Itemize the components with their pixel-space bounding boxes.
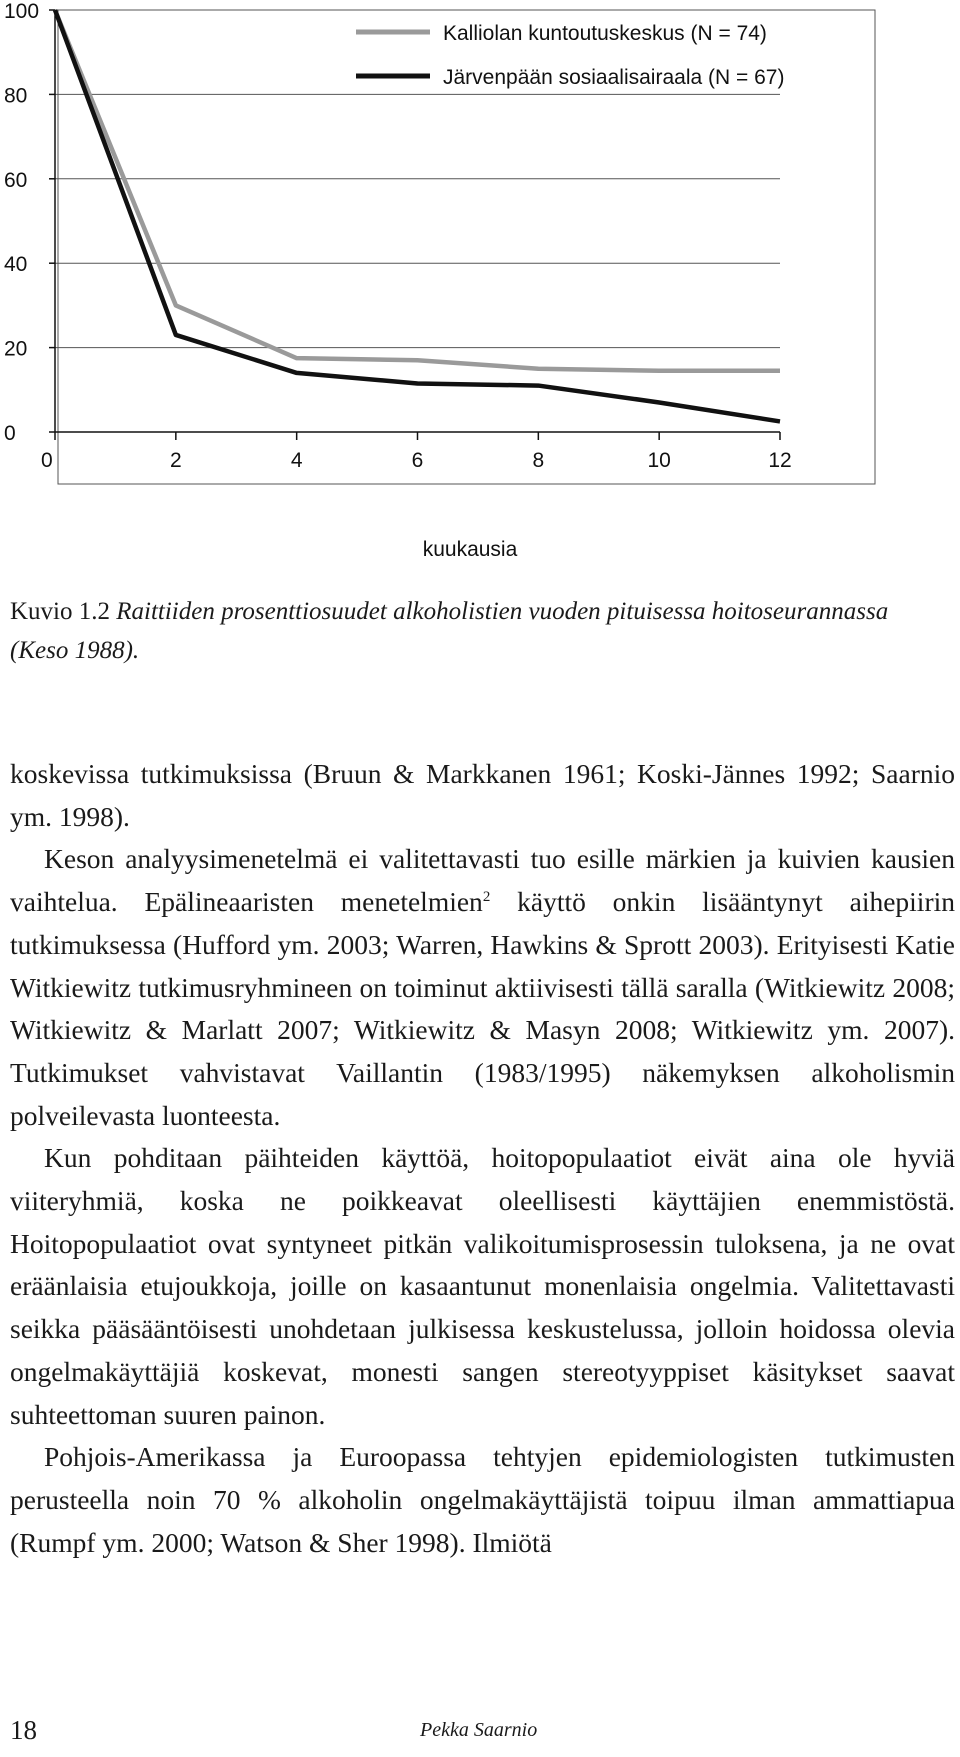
paragraph-1: koskevissa tutkimuksissa (Bruun & Markkanen 1961; Koski-Jännes 1992; Saarnio ym. 1998). xyxy=(10,758,955,832)
paragraph-2-part-a: Keson analyysimenetelmä ei valitettavasti tuo esille märkien ja kuivien kausien vaihtelua. Epälineaaristen menetelmien xyxy=(10,843,955,918)
body-text xyxy=(10,753,955,1564)
x-tick-label: 2 xyxy=(169,449,182,472)
x-tick-label: 8 xyxy=(532,449,545,472)
caption-text: Raittiiden prosenttiosuudet alkoholistien vuoden pituisessa hoitoseurannassa (Keso 1988). xyxy=(10,598,889,664)
caption-label: Kuvio 1.2 xyxy=(10,598,110,625)
legend-label-kalliola: Kalliolan kuntoutuskeskus (N = 74) xyxy=(443,22,767,45)
legend xyxy=(356,22,784,89)
y-tick-label: 60 xyxy=(4,168,28,192)
page-number: 18 xyxy=(10,1715,37,1745)
paragraph-2 xyxy=(10,838,955,1137)
x-tick-label: 6 xyxy=(411,449,424,472)
paragraph-4: Pohjois-Amerikassa ja Euroopassa tehtyjen epidemiologisten tutkimusten perusteella noin 70 % alkoholin ongelmakäyttäjistä toipuu ilman ammattiapua (Rumpf ym. 2000; Watson & Sher 1998). Ilmiötä xyxy=(10,1441,955,1558)
page-footer xyxy=(0,1715,960,1745)
series-line-kalliola xyxy=(55,10,780,371)
footnote-ref: 2 xyxy=(482,889,491,906)
legend-label-jarvenpaa: Järvenpään sosiaalisairaala (N = 67) xyxy=(443,66,785,89)
x-axis-label: kuukausia xyxy=(422,538,518,561)
y-tick-label: 20 xyxy=(4,337,28,361)
y-tick-label: 40 xyxy=(4,253,28,277)
y-tick-label: 80 xyxy=(4,84,28,108)
figure-caption xyxy=(10,592,950,670)
paragraph-2-part-b: käyttö onkin lisääntynyt aihepiirin tutkimuksessa (Hufford ym. 2003; Warren, Hawkins & Sprott 2003). Erityisesti Katie Witkiewitz tutkimusryhmineen on toiminut aktiivisesti tällä saralla (Witkiewitz 2008; Witkiewitz & Marlatt 2007; Witkiewitz & Masyn 2008; Witkiewitz ym. 2007). Tutkimukset vahvistavat Vaillantin (1983/1995) näkemyksen alkoholismin polveilevasta luonteesta. xyxy=(10,886,955,1131)
recovery-line-chart xyxy=(0,0,960,580)
x-tick-label: 0 xyxy=(41,449,53,472)
paragraph-3: Kun pohditaan päihteiden käyttöä, hoitopopulaatiot eivät aina ole hyviä viiteryhmiä, koska ne poikkeavat oleellisesti käyttäjien enemmistöstä. Hoitopopulaatiot ovat syntyneet pitkän valikoitumisprosessin tuloksena, ja ne ovat eräänlaisia etujoukkoja, joille on kasaantunut monenlaisia ongelmia. Valitettavasti seikka pääsääntöisesti unohdetaan julkisessa keskustelussa, jolloin hoidossa olevia ongelmakäyttäjiä koskevat, monesti sangen stereotyyppiset käsitykset saavat suhteettoman suuren painon. xyxy=(10,1142,955,1430)
x-tick-label: 10 xyxy=(647,449,671,472)
y-tick-label: 0 xyxy=(4,422,16,445)
x-axis xyxy=(41,432,792,472)
y-tick-label: 100 xyxy=(4,0,40,23)
x-tick-label: 12 xyxy=(768,449,792,472)
running-author: Pekka Saarnio xyxy=(420,1719,538,1741)
y-axis xyxy=(4,0,55,445)
x-tick-label: 4 xyxy=(290,449,303,472)
